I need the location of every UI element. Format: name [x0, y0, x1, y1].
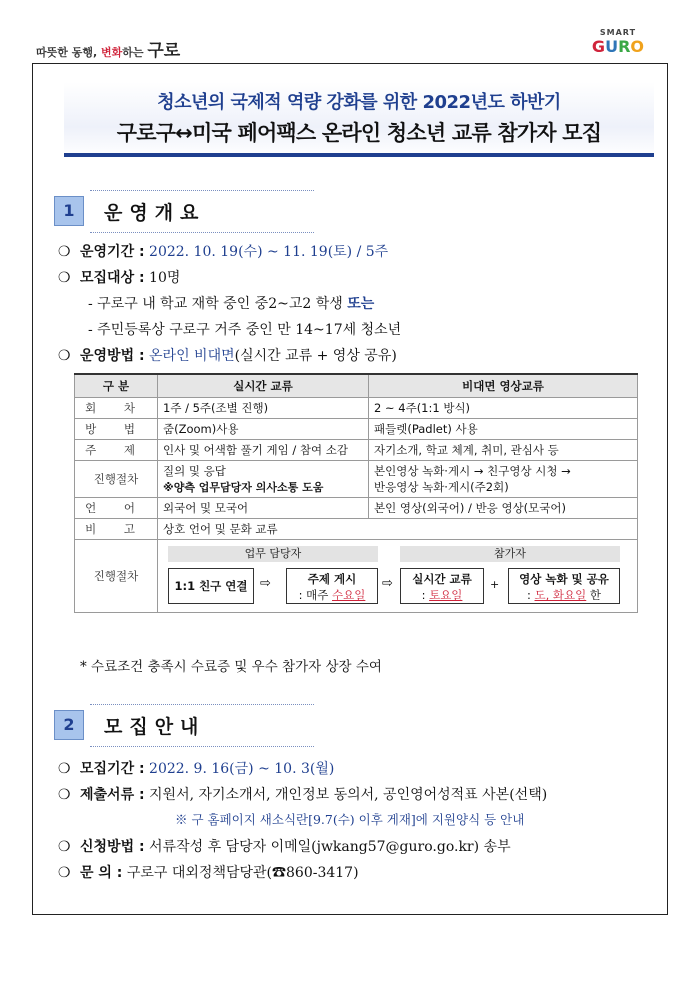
- table-header: 구 분: [75, 374, 158, 398]
- table-header: 비대면 영상교류: [369, 374, 638, 398]
- step-live-exchange: 실시간 교류 : 토요일: [400, 568, 484, 604]
- section-2-title: 모집안내: [104, 716, 206, 738]
- table-header: 실시간 교류: [158, 374, 369, 398]
- table-row: 언 어 외국어 및 모국어 본인 영상(외국어) / 반응 영상(모국어): [75, 498, 638, 519]
- section-1-number: 1: [54, 196, 84, 226]
- plus-icon: +: [490, 578, 500, 591]
- section-1-title: 운영개요: [104, 202, 206, 224]
- step-friend-match: 1:1 친구 연결: [168, 568, 254, 604]
- smart-guro-logo: SMART GURO: [591, 28, 644, 56]
- table-row: 방 법 줌(Zoom)사용 패들렛(Padlet) 사용: [75, 419, 638, 440]
- apply-method: ❍ 신청방법 : 서류작성 후 담당자 이메일(jwkang57@guro.go.kr) 송부: [58, 839, 511, 855]
- recruit-period: ❍ 모집기간 : 2022. 9. 16(금) ~ 10. 3(월): [58, 761, 335, 777]
- table-header-row: [75, 374, 638, 398]
- table-row: 주 제 인사 및 어색함 풀기 게임 / 참여 소감 자기소개, 학교 체계, 취미, 관심사 등: [75, 440, 638, 461]
- contact-info: ❍ 문 의 : 구로구 대외정책담당관(☎860-3417): [58, 865, 359, 881]
- process-diagram: [162, 544, 633, 608]
- guro-wordmark: 구로: [147, 41, 181, 61]
- operation-period: ❍ 운영기간 : 2022. 10. 19(수) ~ 11. 19(토) / 5주: [58, 244, 389, 260]
- table-row: 회 차 1주 / 5주(조별 진행) 2 ~ 4주(1:1 방식): [75, 398, 638, 419]
- target-condition-1: - 구로구 내 학교 재학 중인 중2~고2 학생 또는: [88, 296, 375, 312]
- target-condition-2: - 주민등록상 구로구 거주 중인 만 14~17세 청소년: [88, 322, 402, 338]
- operation-method: ❍ 운영방법 : 온라인 비대면(실시간 교류 + 영상 공유): [58, 348, 397, 364]
- section-2-number: 2: [54, 710, 84, 740]
- group-participant: 참가자: [400, 546, 620, 562]
- arrow-icon: ⇨: [260, 576, 271, 591]
- completion-note: * 수료조건 충족시 수료증 및 우수 참가자 상장 수여: [80, 659, 382, 675]
- table-row-process: 진행절차 업무 담당자 참가자 1:1 친구 연결 ⇨ 주제 게시 : 매주 수요일 ⇨ 실시간 교류 : 토요일 + 영상 녹화 및 공유 : 도, 화요일 한: [75, 540, 638, 613]
- arrow-icon: ⇨: [382, 576, 393, 591]
- slogan: 따뜻한 동행, 변화하는 구로: [36, 41, 181, 61]
- title-line-2: 구로구↔미국 페어팩스 온라인 청소년 교류 참가자 모집: [116, 121, 602, 145]
- table-row-remark: 비 고 상호 언어 및 문화 교류: [75, 519, 638, 540]
- step-topic-post: 주제 게시 : 매주 수요일: [286, 568, 378, 604]
- table-row: 진행절차 질의 및 응답 ※양측 업무담당자 의사소통 도움 본인영상 녹화·게시 → 친구영상 시청 → 반응영상 녹화·게시(주2회): [75, 461, 638, 498]
- step-video-share: 영상 녹화 및 공유 : 도, 화요일 한: [508, 568, 620, 604]
- group-staff: 업무 담당자: [168, 546, 378, 562]
- docs-note: ※ 구 홈페이지 새소식란[9.7(수) 이후 게재]에 지원양식 등 안내: [175, 812, 525, 827]
- recruit-target: ❍ 모집대상 : 10명: [58, 270, 181, 286]
- title-line-1: 청소년의 국제적 역량 강화를 위한 2022년도 하반기: [157, 92, 561, 113]
- title-underline: [64, 153, 654, 157]
- submission-docs: ❍ 제출서류 : 지원서, 자기소개서, 개인정보 동의서, 공인영어성적표 사본(선택): [58, 787, 548, 803]
- operation-table: [74, 373, 638, 613]
